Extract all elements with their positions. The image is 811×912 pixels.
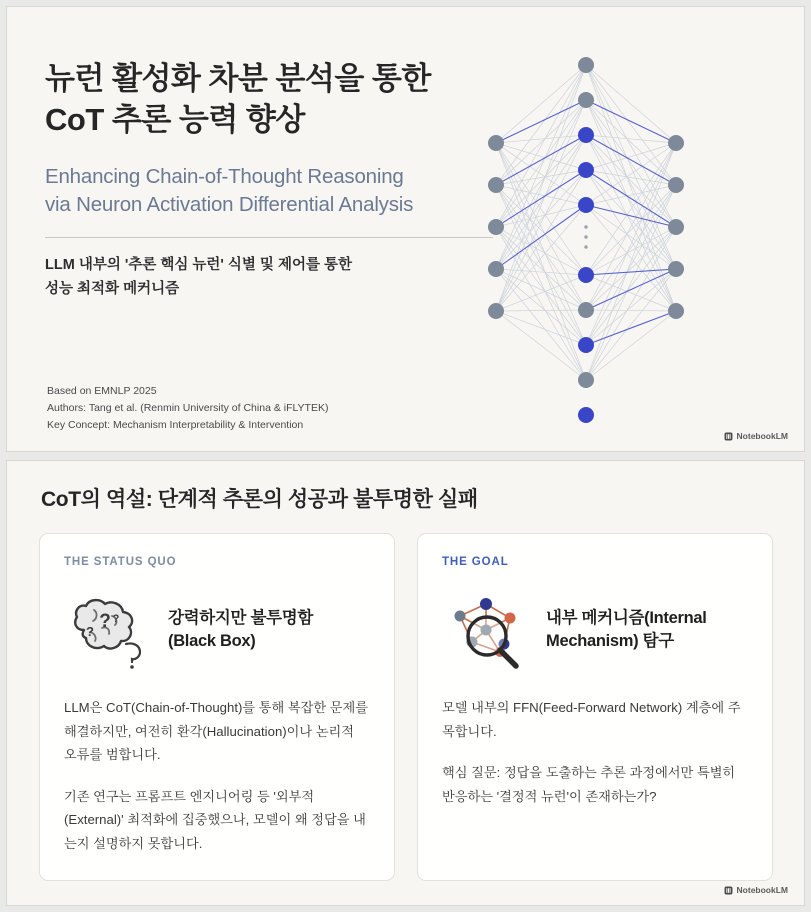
notebooklm-logo-icon xyxy=(724,432,733,441)
card-paragraph: LLM은 CoT(Chain-of-Thought)를 통해 복잡한 문제를 해결하지만, 여전히 환각(Hallucination)이나 논리적 오류를 범합니다. xyxy=(64,700,369,762)
tagline-line-1: LLM 내부의 '추론 핵심 뉴런' 식별 및 제어를 통한 xyxy=(45,257,353,274)
card-goal xyxy=(417,533,773,881)
network-magnifier-icon xyxy=(442,586,530,674)
slide-cot-paradox xyxy=(6,460,805,906)
card-paragraph: 모델 내부의 FFN(Feed-Forward Network) 계층에 주목합니다. xyxy=(442,700,741,739)
notebooklm-logo-icon xyxy=(724,886,733,895)
card-headline-status-quo xyxy=(168,607,313,654)
neural-network-diagram xyxy=(476,25,786,425)
card-paragraph: 기존 연구는 프롬프트 엔지니어링 등 '외부적(External)' 최적화에 집중했으나, 모델이 왜 정답을 내는지 설명하지 못합니다. xyxy=(64,788,366,851)
svg-text:?: ? xyxy=(99,611,111,632)
headline-line-2: Mechanism) 탐구 xyxy=(546,632,674,650)
meta-authors: Authors: Tang et al. (Renmin University of China & iFLYTEK) xyxy=(47,402,329,414)
subtitle-line-2: via Neuron Activation Differential Analysis xyxy=(45,193,414,217)
slide2-title: CoT의 역설: 단계적 추론의 성공과 불투명한 실패 xyxy=(41,488,478,511)
brand-watermark xyxy=(724,431,788,441)
brand-watermark xyxy=(724,885,788,895)
card-header-status-quo xyxy=(64,584,370,676)
meta-key-concept: Key Concept: Mechanism Interpretability & Intervention xyxy=(47,419,304,431)
title-line-2: CoT 추론 능력 향상 xyxy=(45,101,305,137)
card-status-quo xyxy=(39,533,395,881)
page-title xyxy=(45,59,515,141)
subtitle xyxy=(45,163,515,220)
meta-based-on: Based on EMNLP 2025 xyxy=(47,385,157,397)
card-kicker-status-quo: THE STATUS QUO xyxy=(64,556,177,568)
card-row xyxy=(39,533,774,881)
brand-label: NotebookLM xyxy=(736,885,788,895)
title-line-1: 뉴런 활성화 차분 분석을 통한 xyxy=(45,61,431,96)
slide-separator xyxy=(0,452,811,460)
brand-label: NotebookLM xyxy=(736,431,788,441)
card-header-goal xyxy=(442,584,748,676)
slide-title xyxy=(6,6,805,452)
card-paragraph: 핵심 질문: 정답을 도출하는 추론 과정에서만 특별히 반응하는 '결정적 뉴런'이 존재하는가? xyxy=(442,765,736,804)
metadata-block xyxy=(47,383,328,434)
headline-line-2: (Black Box) xyxy=(168,632,256,650)
title-block xyxy=(45,59,515,301)
card-body-goal xyxy=(442,696,748,808)
headline-line-1: 내부 메커니즘(Internal xyxy=(546,608,707,627)
tagline xyxy=(45,254,515,301)
headline-line-1: 강력하지만 불투명함 xyxy=(168,608,314,627)
svg-text:?: ? xyxy=(112,613,120,625)
card-kicker-goal: THE GOAL xyxy=(442,556,509,568)
subtitle-line-1: Enhancing Chain-of-Thought Reasoning xyxy=(45,164,404,188)
card-body-status-quo xyxy=(64,696,370,855)
brain-with-question-marks-icon xyxy=(64,586,152,674)
svg-text:?: ? xyxy=(86,624,94,639)
card-headline-goal xyxy=(546,607,707,654)
title-divider xyxy=(45,237,493,238)
tagline-line-2: 성능 최적화 메커니즘 xyxy=(45,280,180,297)
